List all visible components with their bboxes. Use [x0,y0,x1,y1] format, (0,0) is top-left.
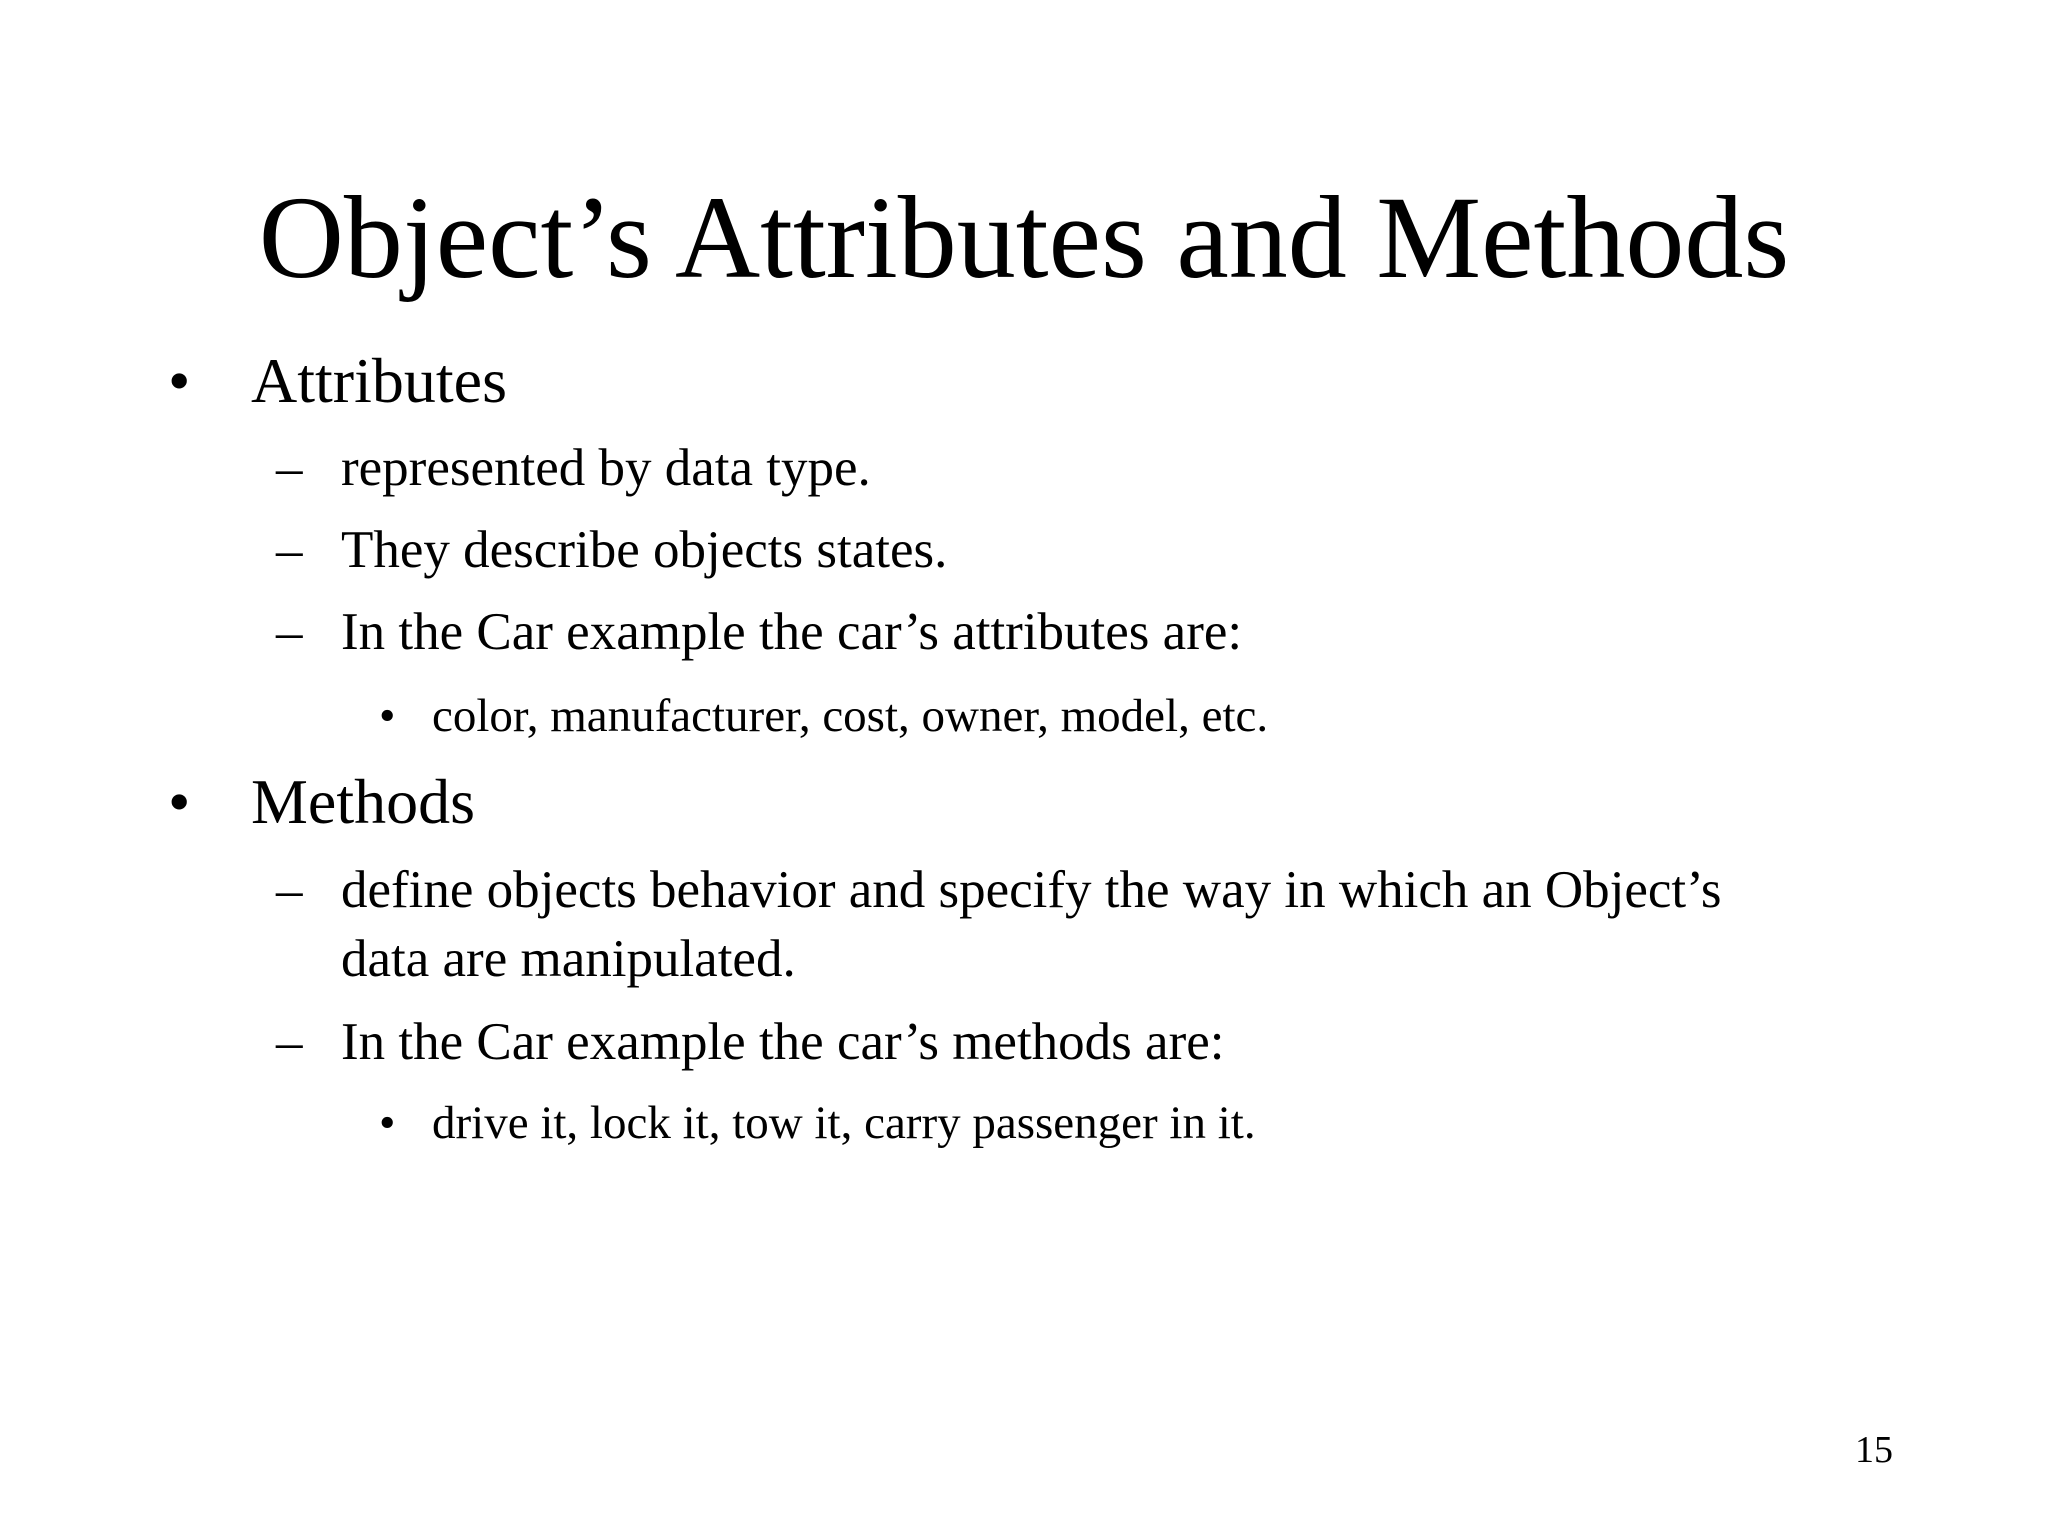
attributes-point-3: In the Car example the car’s attributes are: [341,603,1243,661]
dash-methods-1: – [276,861,303,919]
bullet-attributes-example: • [379,690,396,742]
dash-attributes-1: – [276,439,303,497]
attributes-point-1: represented by data type. [341,439,871,497]
attributes-example: color, manufacturer, cost, owner, model, etc. [432,690,1269,742]
methods-point-1-line-2: data are manipulated. [341,930,796,988]
bullet-methods: • [168,766,191,837]
bullet-methods-example: • [379,1097,396,1149]
dash-methods-2: – [276,1013,303,1071]
dash-attributes-2: – [276,521,303,579]
methods-point-2: In the Car example the car’s methods are: [341,1013,1225,1071]
bullet-attributes: • [168,345,191,416]
attributes-point-2: They describe objects states. [341,521,948,579]
heading-methods: Methods [251,766,475,837]
heading-attributes: Attributes [251,345,507,416]
page-number: 15 [1855,1429,1893,1471]
dash-attributes-3: – [276,603,303,661]
methods-point-1-line-1: define objects behavior and specify the way in which an Object’s [341,861,1722,919]
slide-title: Object’s Attributes and Methods [258,172,1790,303]
methods-example: drive it, lock it, tow it, carry passenger in it. [432,1097,1256,1149]
